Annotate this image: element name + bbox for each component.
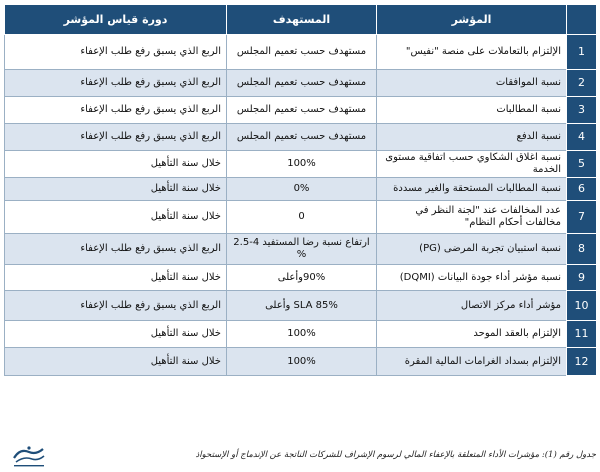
target-cell: SLA 85% وأعلى <box>227 291 377 321</box>
row-number: 10 <box>567 291 597 321</box>
cycle-cell: خلال سنة التأهيل <box>5 348 227 376</box>
row-number: 8 <box>567 234 597 265</box>
table-row <box>5 178 597 201</box>
cycle-cell: الربع الذي يسبق رفع طلب الإعفاء <box>5 234 227 265</box>
header-number <box>567 5 597 35</box>
table-row <box>5 97 597 124</box>
table-row <box>5 201 597 234</box>
table-row <box>5 35 597 70</box>
cycle-cell: خلال سنة التأهيل <box>5 265 227 291</box>
row-number: 4 <box>567 124 597 151</box>
row-number: 3 <box>567 97 597 124</box>
row-number: 5 <box>567 151 597 178</box>
council-logo-icon <box>10 444 48 470</box>
row-number: 12 <box>567 348 597 376</box>
header-target: المستهدف <box>227 5 377 35</box>
cycle-cell: خلال سنة التأهيل <box>5 321 227 348</box>
table-row <box>5 70 597 97</box>
target-cell: مستهدف حسب تعميم المجلس <box>227 97 377 124</box>
indicator-cell: نسبة اغلاق الشكاوي حسب اتفاقية مستوى الخدمة <box>377 151 567 178</box>
cycle-cell: الربع الذي يسبق رفع طلب الإعفاء <box>5 35 227 70</box>
indicator-cell: نسبة المطالبات <box>377 97 567 124</box>
target-cell: ارتفاع نسبة رضا المستفيد 4-2.5 % <box>227 234 377 265</box>
row-number: 2 <box>567 70 597 97</box>
indicator-cell: نسبة الموافقات <box>377 70 567 97</box>
cycle-cell: الربع الذي يسبق رفع طلب الإعفاء <box>5 291 227 321</box>
indicator-cell: عدد المخالفات عند "لجنة النظر في مخالفات أحكام النظام" <box>377 201 567 234</box>
row-number: 7 <box>567 201 597 234</box>
target-cell: 90%وأعلى <box>227 265 377 291</box>
indicator-cell: مؤشر أداء مركز الاتصال <box>377 291 567 321</box>
cycle-cell: الربع الذي يسبق رفع طلب الإعفاء <box>5 124 227 151</box>
target-cell: 0% <box>227 178 377 201</box>
table-caption: جدول رقم (1): مؤشرات الأداء المتعلقة بالإعفاء المالي لرسوم الإشراف للشركات الناتجة عن الإندماج أو الإستحواذ <box>195 450 596 460</box>
table-row <box>5 124 597 151</box>
indicator-cell: الإلتزام بسداد الغرامات المالية المقرة <box>377 348 567 376</box>
indicator-cell: نسبة المطالبات المستحقة والغير مسددة <box>377 178 567 201</box>
header-indicator: المؤشر <box>377 5 567 35</box>
indicator-cell: نسبة مؤشر أداء جودة البيانات (DQMI) <box>377 265 567 291</box>
cycle-cell: الربع الذي يسبق رفع طلب الإعفاء <box>5 97 227 124</box>
cycle-cell: الربع الذي يسبق رفع طلب الإعفاء <box>5 70 227 97</box>
table-row <box>5 321 597 348</box>
target-cell: 100% <box>227 321 377 348</box>
table-row <box>5 234 597 265</box>
cycle-cell: خلال سنة التأهيل <box>5 178 227 201</box>
cycle-cell: خلال سنة التأهيل <box>5 201 227 234</box>
target-cell: مستهدف حسب تعميم المجلس <box>227 124 377 151</box>
indicator-cell: نسبة استبيان تجربة المرضى (PG) <box>377 234 567 265</box>
indicator-cell: الإلتزام بالعقد الموحد <box>377 321 567 348</box>
table-row <box>5 348 597 376</box>
row-number: 1 <box>567 35 597 70</box>
row-number: 9 <box>567 265 597 291</box>
kpi-table-container <box>4 4 596 376</box>
target-cell: 100% <box>227 151 377 178</box>
target-cell: مستهدف حسب تعميم المجلس <box>227 70 377 97</box>
header-cycle: دورة قياس المؤشر <box>5 5 227 35</box>
table-row <box>5 151 597 178</box>
row-number: 6 <box>567 178 597 201</box>
footer <box>4 446 596 472</box>
table-row <box>5 291 597 321</box>
row-number: 11 <box>567 321 597 348</box>
target-cell: 0 <box>227 201 377 234</box>
table-header-row <box>5 5 597 35</box>
kpi-table <box>4 4 597 376</box>
cycle-cell: خلال سنة التأهيل <box>5 151 227 178</box>
table-row <box>5 265 597 291</box>
target-cell: 100% <box>227 348 377 376</box>
indicator-cell: الإلتزام بالتعاملات على منصة "نفيس" <box>377 35 567 70</box>
indicator-cell: نسبة الدفع <box>377 124 567 151</box>
target-cell: مستهدف حسب تعميم المجلس <box>227 35 377 70</box>
